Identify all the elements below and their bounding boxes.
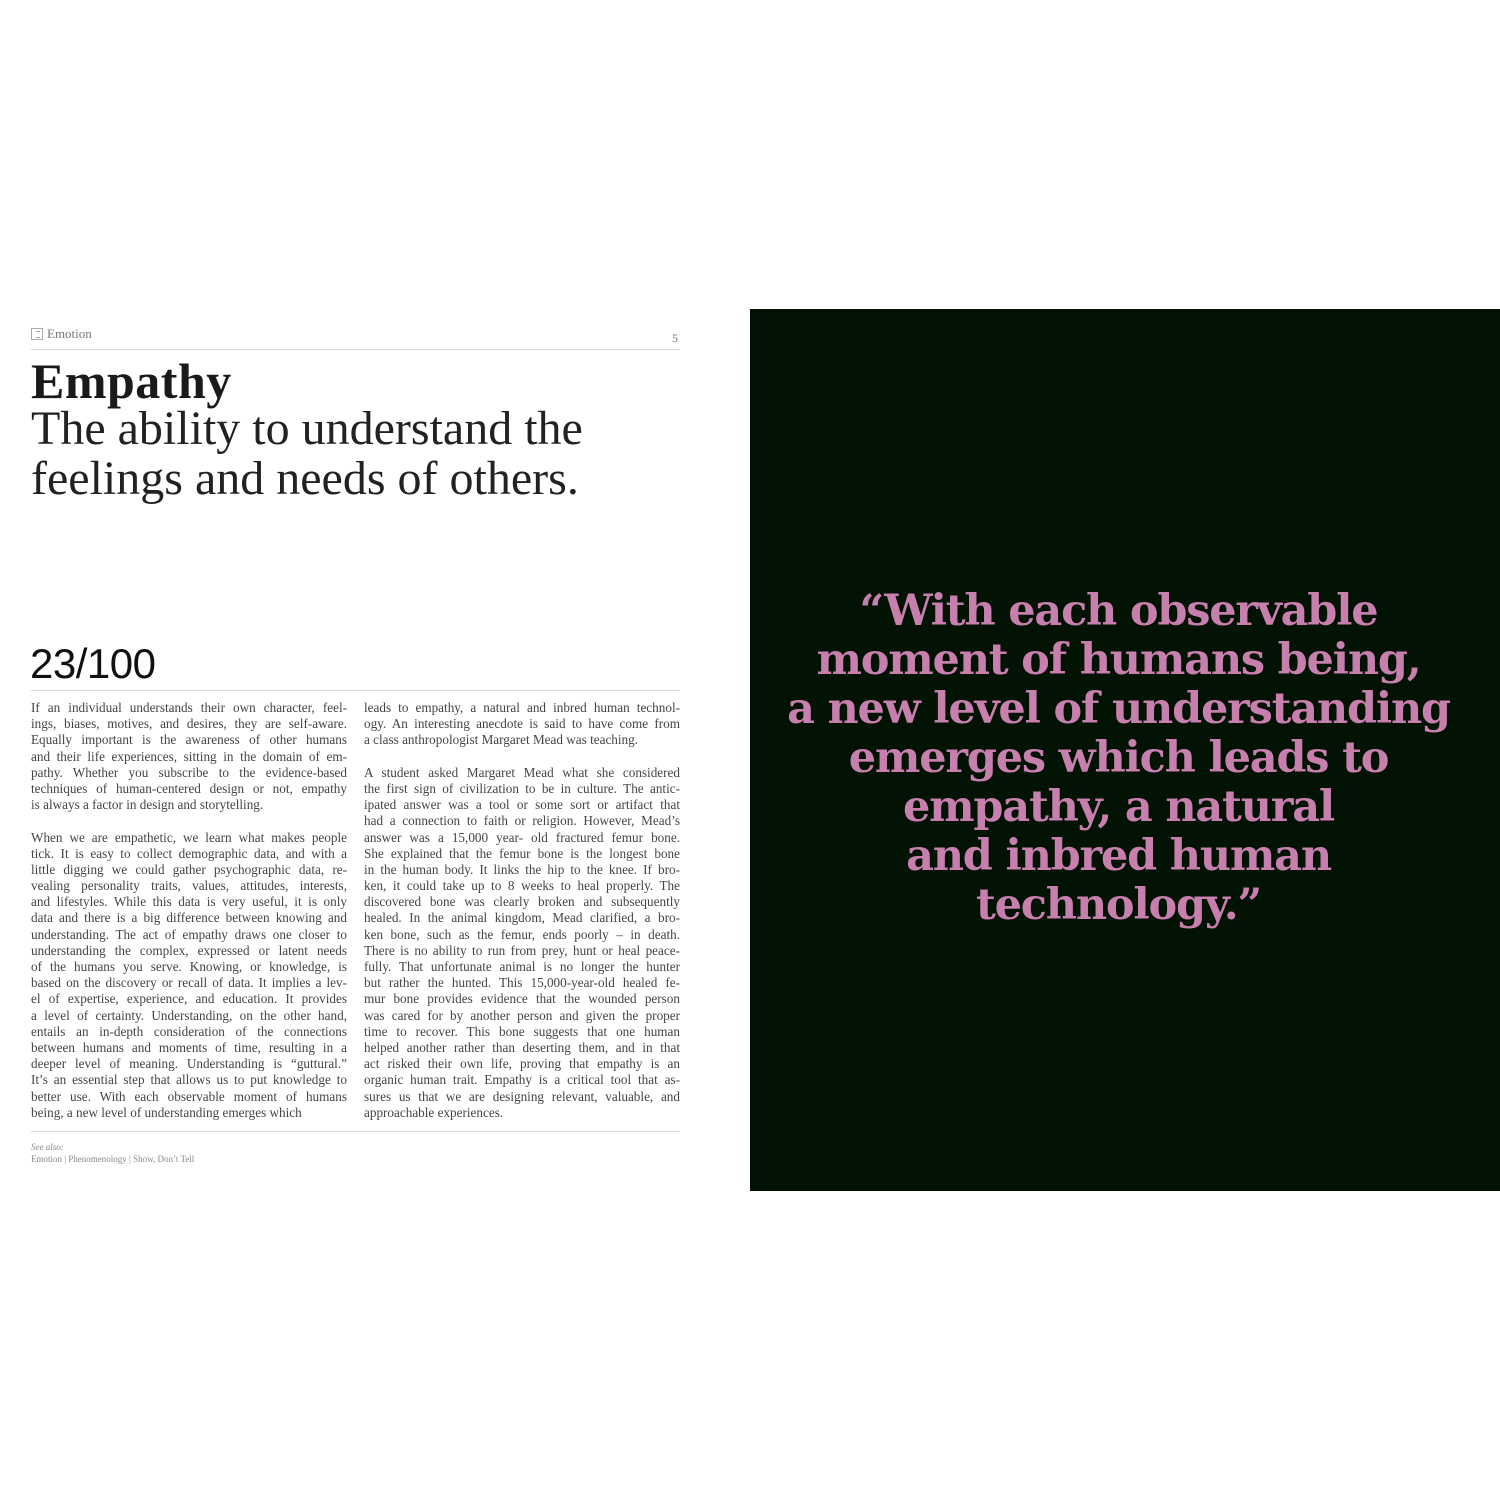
body-line: in the human body. It links the hip to the knee. If bro- xyxy=(364,861,680,877)
body-line: between humans and moments of time, resulting in a xyxy=(31,1039,347,1055)
body-line: pathy. Whether you subscribe to the evidence-based xyxy=(31,764,347,780)
body-line: answer was a 15,000 year- old fractured femur bone. xyxy=(364,829,680,845)
running-head xyxy=(31,326,92,342)
book-icon xyxy=(31,328,43,340)
body-line: She explained that the femur bone is the longest bone xyxy=(364,845,680,861)
quote-line: technology.” xyxy=(975,880,1262,930)
see-also-label: See also: xyxy=(31,1142,64,1152)
body-line: act risked their own life, proving that empathy is an xyxy=(364,1056,680,1072)
body-line: a class anthropologist Margaret Mead was teaching. xyxy=(364,732,639,748)
footer-divider xyxy=(31,1131,680,1132)
page-number: 5 xyxy=(672,331,678,345)
body-line: understanding the complex, expressed or latent needs xyxy=(31,942,347,958)
body-line: data and there is a big difference between knowing and xyxy=(31,910,347,926)
pull-quote xyxy=(725,587,1500,930)
quote-line: “With each observable xyxy=(859,586,1378,636)
body-line: is always a factor in design and storytelling. xyxy=(31,797,264,813)
body-line: understanding. The act of empathy draws one closer to xyxy=(31,926,347,942)
score-label: 23/100 xyxy=(30,640,156,687)
header-divider xyxy=(31,349,680,350)
body-line: ken bone, such as the femur, ends poorly – in death. xyxy=(364,926,680,942)
body-line: had a connection to faith or religion. However, Mead’s xyxy=(364,813,680,829)
body-line: was cared for by another person and given the proper xyxy=(364,1007,680,1023)
body-line: ken, it could take up to 8 weeks to heal properly. The xyxy=(364,878,680,894)
body-column-left xyxy=(31,700,347,1121)
body-line: a level of certainty. Understanding, on the other hand, xyxy=(31,1007,347,1023)
subtitle-line: feelings and needs of others. xyxy=(31,452,579,505)
see-also xyxy=(31,1141,194,1165)
body-line: entails an in-depth consideration of the connections xyxy=(31,1023,347,1039)
body-line: tick. It is easy to collect demographic data, and with a xyxy=(31,845,347,861)
score-divider xyxy=(31,690,680,691)
body-line: Equally important is the awareness of other humans xyxy=(31,732,347,748)
see-also-links[interactable]: Emotion | Phenomenology | Show, Don’t Tell xyxy=(31,1154,195,1164)
body-line: discovered bone was clearly broken and subsequently xyxy=(364,894,680,910)
quote-line: and inbred human xyxy=(906,831,1331,881)
page-subtitle xyxy=(31,404,583,504)
body-line: fully. That unfortunate animal is no longer the hunter xyxy=(364,959,680,974)
body-line: vealing personality traits, values, attitudes, interests, xyxy=(31,878,347,894)
body-line: If an individual understands their own character, feel- xyxy=(31,700,347,715)
subtitle-line: The ability to understand the xyxy=(31,402,583,455)
quote-line: moment of humans being, xyxy=(816,635,1421,685)
body-line: mur bone provides evidence that the wounded person xyxy=(364,991,680,1007)
body-line: the first sign of civilization to be in culture. The antic- xyxy=(364,780,680,796)
body-line: ipated answer was a tool or some sort or artifact that xyxy=(364,797,680,813)
body-line: but rather the hunted. This 15,000-year-old healed fe- xyxy=(364,975,680,991)
body-line: ings, biases, motives, and desires, they are self-aware. xyxy=(31,716,347,732)
quote-line: a new level of understanding xyxy=(787,684,1450,734)
body-line: organic human trait. Empathy is a critical tool that as- xyxy=(364,1072,680,1088)
body-line: When we are empathetic, we learn what makes people xyxy=(31,829,347,845)
body-line: el of expertise, experience, and education. It provides xyxy=(31,991,347,1007)
quote-line: emerges which leads to xyxy=(848,733,1389,783)
body-line: It’s an essential step that allows us to put knowledge to xyxy=(31,1072,347,1088)
quote-line: empathy, a natural xyxy=(902,782,1335,832)
section-label: Emotion xyxy=(47,326,92,341)
body-line: being, a new level of understanding emerges which xyxy=(31,1104,302,1120)
body-line: helped another rather than deserting them, and in that xyxy=(364,1039,680,1055)
body-line: better use. With each observable moment of humans xyxy=(31,1088,347,1104)
body-line: healed. In the animal kingdom, Mead clarified, a bro- xyxy=(364,910,680,926)
body-line: There is no ability to run from prey, hunt or heal peace- xyxy=(364,942,680,958)
body-line: techniques of human-centered design or not, empathy xyxy=(31,780,347,796)
body-column-right xyxy=(364,700,680,1121)
paragraph-gap xyxy=(364,749,680,765)
body-line: based on the discovery or recall of data. It implies a lev- xyxy=(31,975,347,991)
body-line: of the humans you serve. Knowing, or knowledge, is xyxy=(31,959,347,974)
body-line: leads to empathy, a natural and inbred human technol- xyxy=(364,700,680,715)
body-line: and lifestyles. While this data is very useful, it is only xyxy=(31,894,347,910)
body-line: and their life experiences, sitting in the domain of em- xyxy=(31,748,347,764)
paragraph-gap xyxy=(31,813,347,829)
body-line: A student asked Margaret Mead what she considered xyxy=(364,764,680,780)
body-line: little digging we could gather psychographic data, re- xyxy=(31,861,347,877)
body-line: ogy. An interesting anecdote is said to have come from xyxy=(364,716,680,732)
body-line: approachable experiences. xyxy=(364,1104,504,1120)
body-line: sures us that we are designing relevant, valuable, and xyxy=(364,1088,680,1104)
body-line: deeper level of meaning. Understanding is “guttural.” xyxy=(31,1056,347,1072)
pull-quote-panel xyxy=(750,309,1500,1191)
page-title: Empathy xyxy=(31,353,232,409)
body-line: time to recover. This bone suggests that one human xyxy=(364,1023,680,1039)
